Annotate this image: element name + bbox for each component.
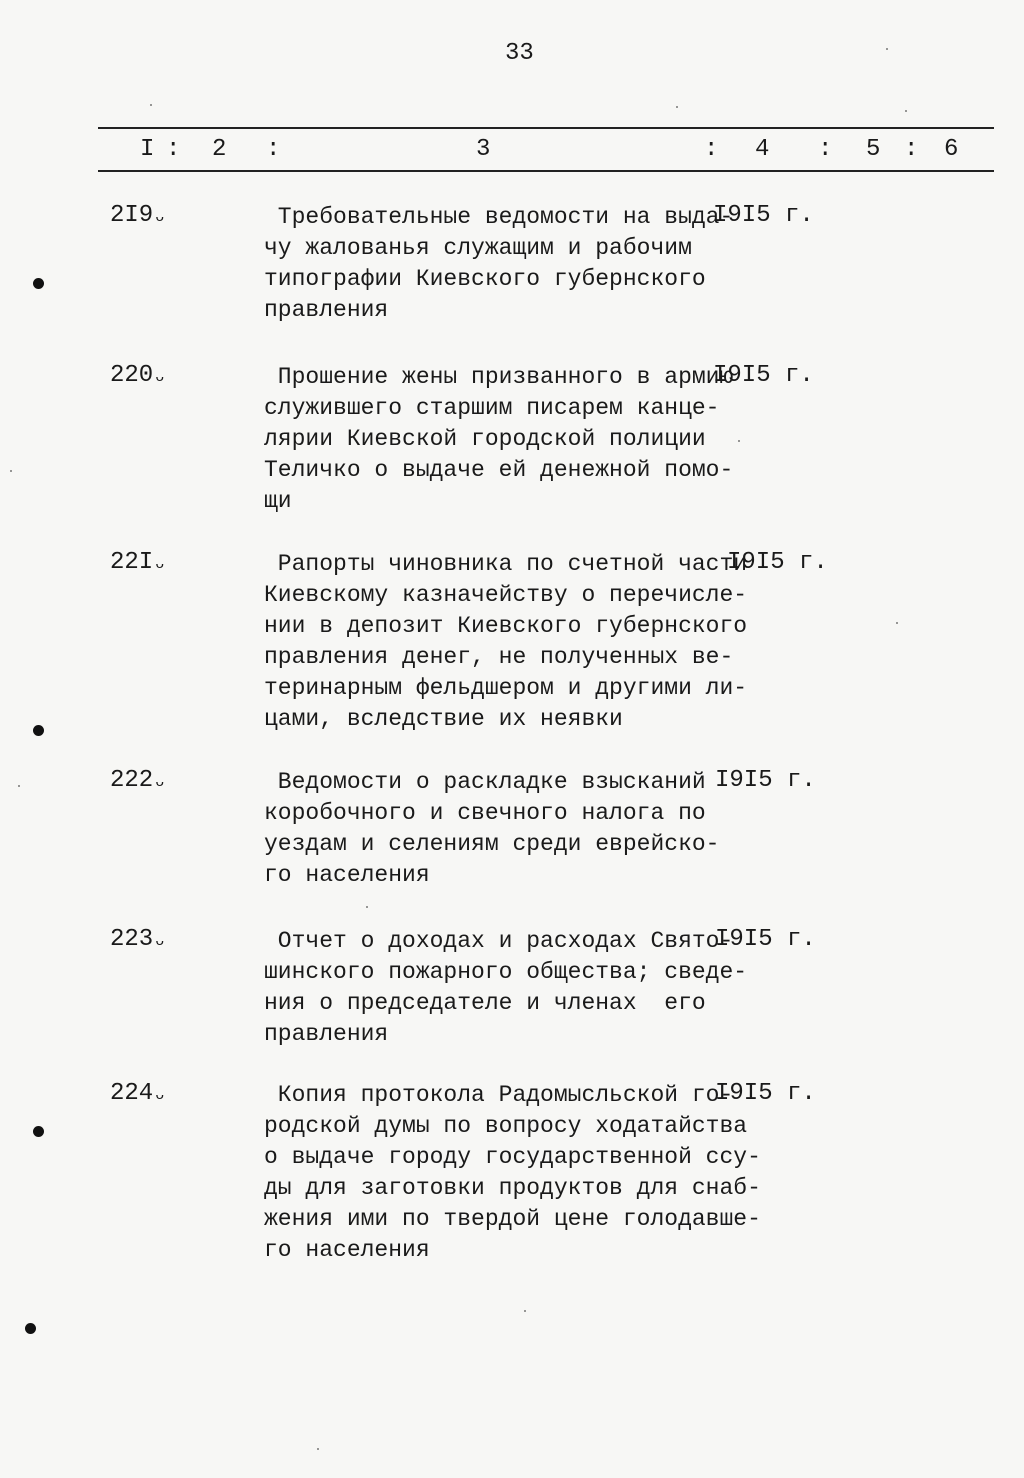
record-number: 2I9 ᴗ [110, 202, 165, 229]
table-header-top-rule [98, 127, 994, 129]
record-number: 220 ᴗ [110, 362, 165, 389]
punch-hole [33, 1126, 44, 1137]
header-col-2: 2 [212, 136, 227, 163]
table-header-bottom-rule [98, 170, 994, 172]
scan-speck [676, 106, 678, 108]
header-col-6: 6 [944, 136, 959, 163]
header-col-3: 3 [476, 136, 491, 163]
header-col-5: 5 [866, 136, 881, 163]
header-separator: : [266, 136, 281, 163]
record-description: Ведомости о раскладке взысканий коробочного и свечного налога по уездам и селениям среди еврейско- го населения [264, 769, 720, 888]
header-col-4: 4 [755, 136, 770, 163]
scan-speck [366, 906, 368, 908]
record-number: 222 ᴗ [110, 767, 165, 794]
record-description: Требовательные ведомости на выда- чу жалованья служащим и рабочим типографии Киевского губернского правления [264, 204, 734, 323]
punch-hole [33, 278, 44, 289]
scan-speck [896, 622, 898, 624]
record-description: Отчет о доходах и расходах Свято- шинского пожарного общества; сведе- ния о председателе и членах его правления [264, 928, 748, 1047]
scan-speck [524, 1310, 526, 1312]
record-number: 223 ᴗ [110, 926, 165, 953]
scan-speck [886, 48, 888, 50]
record-year: I9I5 г. [715, 1080, 816, 1107]
record-number: 224 ᴗ [110, 1080, 165, 1107]
header-separator: : [904, 136, 919, 163]
header-separator: : [704, 136, 719, 163]
scan-speck [18, 785, 20, 787]
punch-hole [25, 1323, 36, 1334]
record-year: I9I5 г. [715, 767, 816, 794]
record-description: Копия протокола Радомысльской го- родской думы по вопросу ходатайства о выдаче городу государственной ссу- ды для заготовки продуктов для снаб- жения ими по твердой цене голодавше- го населения [264, 1082, 761, 1263]
header-separator: : [166, 136, 181, 163]
record-year: I9I5 г. [727, 549, 828, 576]
scan-speck [738, 440, 740, 442]
scan-speck [150, 104, 152, 106]
page-number: 33 [505, 40, 534, 67]
record-year: I9I5 г. [713, 202, 814, 229]
punch-hole [33, 725, 44, 736]
record-number: 22I ᴗ [110, 549, 165, 576]
header-separator: : [818, 136, 833, 163]
record-year: I9I5 г. [713, 362, 814, 389]
scan-speck [317, 1448, 319, 1450]
record-description: Прошение жены призванного в армию служившего старшим писарем канце- лярии Киевской городской полиции Теличко о выдаче ей денежной помо- щи [264, 364, 734, 514]
record-description: Рапорты чиновника по счетной части Киевскому казначейству о перечисле- нии в депозит Киевского губернского правления денег, не полученных ве- теринарным фельдшером и другими ли- цами, вследствие их неявки [264, 551, 748, 732]
scan-speck [10, 470, 12, 472]
record-year: I9I5 г. [715, 926, 816, 953]
header-col-1: I [140, 136, 155, 163]
scan-speck [905, 110, 907, 112]
